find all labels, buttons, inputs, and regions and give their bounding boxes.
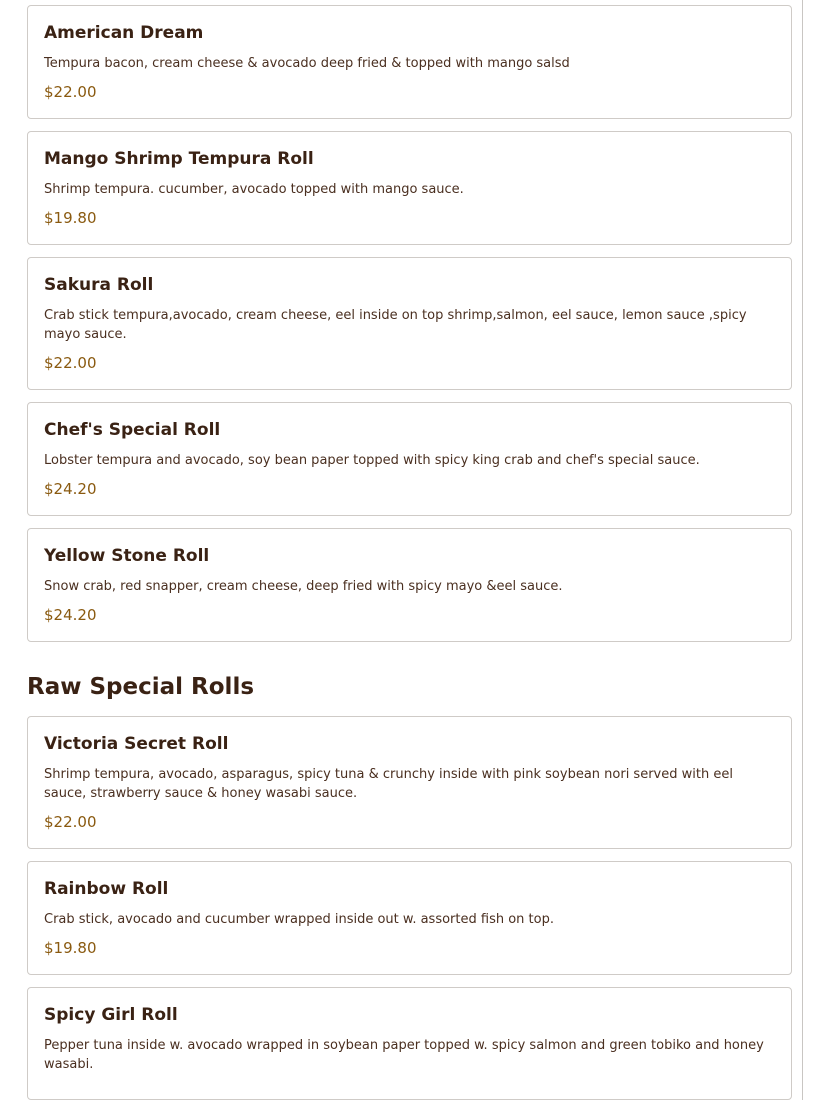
menu-item-description: Tempura bacon, cream cheese & avocado deep fried & topped with mango salsd [44,56,570,71]
menu-item-price: $24.20 [44,480,97,498]
menu-item-name: American Dream [44,23,204,43]
menu-item-card[interactable] [27,987,792,1100]
menu-item-description: Crab stick, avocado and cucumber wrapped inside out w. assorted fish on top. [44,912,554,927]
menu-item-card[interactable] [27,131,792,245]
menu-item-name: Chef's Special Roll [44,420,221,440]
menu-item-name: Sakura Roll [44,275,154,295]
menu-item-price: $22.00 [44,813,97,831]
menu-item-price: $22.00 [44,83,97,101]
menu-item-description: Lobster tempura and avocado, soy bean paper topped with spicy king crab and chef's special sauce. [44,453,700,468]
section-heading: Raw Special Rolls [27,674,255,700]
menu-item-price: $24.20 [44,606,97,624]
menu-item-card[interactable] [27,861,792,975]
menu-item-name: Mango Shrimp Tempura Roll [44,149,314,169]
menu-item-card[interactable] [27,716,792,849]
menu-section [27,672,792,1100]
menu-item-description: Shrimp tempura. cucumber, avocado topped with mango sauce. [44,182,464,197]
menu-item-description: Pepper tuna inside w. avocado wrapped in soybean paper topped w. spicy salmon and green tobiko and honey wasabi. [44,1038,764,1072]
menu-section [27,5,792,642]
page-divider [802,0,803,1100]
menu-item-name: Spicy Girl Roll [44,1005,178,1025]
menu-item-card[interactable] [27,257,792,390]
menu-item-card[interactable] [27,402,792,516]
menu-item-card[interactable] [27,528,792,642]
menu-item-price: $19.80 [44,209,97,227]
menu-list [27,5,792,1112]
menu-item-description: Snow crab, red snapper, cream cheese, deep fried with spicy mayo &eel sauce. [44,579,563,594]
menu-item-description: Shrimp tempura, avocado, asparagus, spicy tuna & crunchy inside with pink soybean nori served with eel sauce, strawberry sauce & honey wasabi sauce. [44,767,733,801]
menu-item-name: Victoria Secret Roll [44,734,229,754]
menu-item-description: Crab stick tempura,avocado, cream cheese, eel inside on top shrimp,salmon, eel sauce, lemon sauce ,spicy mayo sauce. [44,308,747,342]
menu-item-card[interactable] [27,5,792,119]
menu-item-price: $22.00 [44,354,97,372]
menu-item-name: Rainbow Roll [44,879,169,899]
menu-item-price: $19.80 [44,939,97,957]
menu-item-name: Yellow Stone Roll [44,546,210,566]
